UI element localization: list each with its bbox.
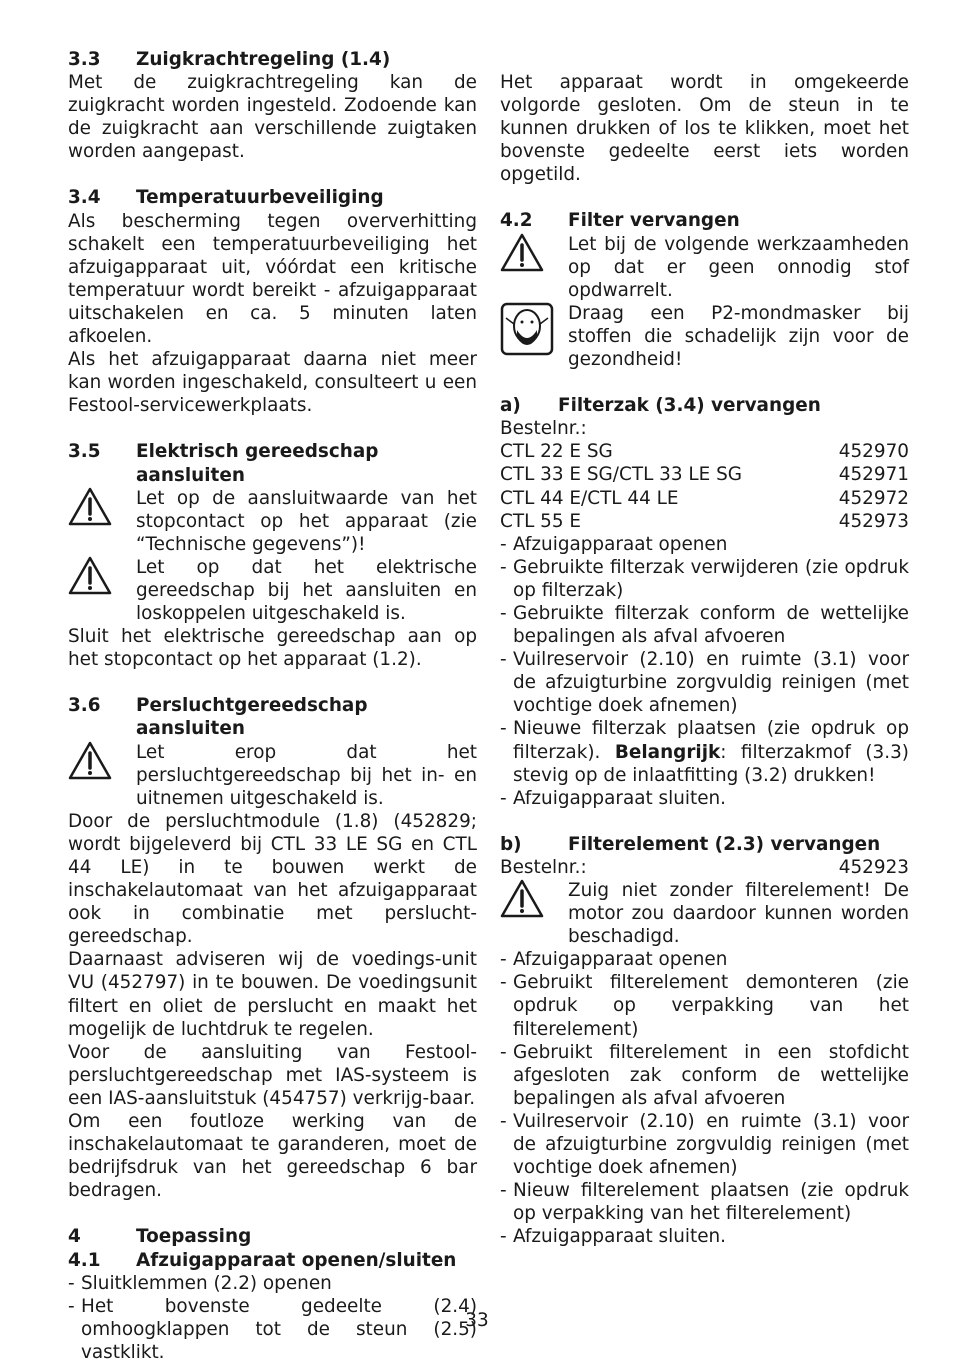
- page-number: 33: [465, 1310, 489, 1331]
- list-item: - Gebruikte filterzak verwijderen (zie opdruk op filterzak): [500, 556, 909, 601]
- warning-triangle-icon: [500, 233, 568, 279]
- list-item: - Vuilreservoir (2.10) en ruimte (3.1) voor de afzuigturbine zorgvuldig reinigen (met vochtige doek afnemen): [500, 649, 909, 717]
- heading-4-1: 4.1 Afzuigapparaat openen/sluiten: [68, 1249, 457, 1271]
- warning-triangle-icon: [500, 879, 568, 948]
- mask-note: Draag een P2-mondmasker bij stoffen die schadelijk zijn voor de gezondheid!: [500, 302, 909, 371]
- paragraph: Door de persluchtmodule (1.8) (452829; wordt bijgeleverd bij CTL 33 LE SG en CTL 44 LE) in te bouwen werkt de inschakelautomaat van het afzuigapparaat ook in combinatie met perslucht-gereedschap.: [68, 810, 477, 948]
- paragraph: Als bescherming tegen oververhitting schakelt een temperatuurbeveiliging het afzuigapparaat uit, vóórdat een kritische temperatuur wordt bereikt - afzuigapparaat uitschakelen en ca. 5 minuten laten afkoelen.: [68, 210, 477, 348]
- list-item: - Sluitklemmen (2.2) openen: [68, 1272, 332, 1294]
- warning-triangle-icon: [68, 741, 136, 787]
- heading-3-6: 3.6 Persluchtgereedschap aansluiten: [68, 695, 368, 740]
- heading-b: b) Filterelement (2.3) vervangen: [500, 833, 881, 855]
- warning-note: Let bij de volgende werkzaamheden op dat er geen onnodig stof opdwarrelt.: [500, 233, 909, 302]
- right-column: [500, 71, 909, 1249]
- heading-3-3: 3.3 Zuigkrachtregeling (1.4): [68, 49, 391, 70]
- heading-3-5: 3.5 Elektrisch gereedschap aansluiten: [68, 441, 379, 486]
- heading-a: a) Filterzak (3.4) vervangen: [500, 395, 821, 417]
- warning-triangle-icon: [68, 556, 136, 602]
- list-item: - Gebruikte filterzak conform de wettelijke bepalingen als afval afvoeren: [500, 602, 909, 648]
- order-label: Bestelnr.:: [500, 418, 587, 440]
- warning-triangle-icon: [68, 487, 136, 533]
- list-item: - Vuilreservoir (2.10) en ruimte (3.1) voor de afzuigturbine zorgvuldig reinigen (met vochtige doek afnemen): [500, 1110, 909, 1179]
- paragraph: Voor de aansluiting van Festool-persluchtgereedschap met IAS-systeem is een IAS-aansluitstuk (454757) verkrijg-baar.: [68, 1041, 477, 1109]
- warning-note: Zuig niet zonder filterelement! De motor zou daardoor kunnen worden beschadigd.: [500, 879, 909, 948]
- heading-4-2: 4.2 Filter vervangen: [500, 210, 740, 232]
- heading-4: 4 Toepassing: [68, 1226, 252, 1248]
- list-item: - Gebruikt filterelement demonteren (zie opdruk op verpakking van het filterelement): [500, 972, 909, 1040]
- list-item: - Nieuwe filterzak plaatsen (zie opdruk op filterzak). Belangrijk: filterzakmof (3.3) stevig op de inlaatfitting (3.2) drukken!: [500, 718, 909, 786]
- warning-note: Let erop dat het persluchtgereedschap bij het in- en uitnemen uitgeschakeld is.: [68, 741, 477, 810]
- order-row: CTL 55 E 452973: [500, 510, 909, 532]
- list-item: - Afzuigapparaat openen: [500, 949, 728, 971]
- paragraph: Het apparaat wordt in omgekeerde volgorde gesloten. Om de steun in te kunnen drukken of los te klikken, moet het bovenste gedeelte eerst iets worden opgetild.: [500, 72, 909, 186]
- list-item: - Afzuigapparaat sluiten.: [500, 787, 727, 809]
- list-item: - Afzuigapparaat sluiten.: [500, 1226, 727, 1248]
- list-item: - Nieuw filterelement plaatsen (zie opdruk op verpakking van het filterelement): [500, 1180, 909, 1225]
- list-item: - Gebruikt filterelement in een stofdicht afgesloten zak conform de wettelijke bepalingen als afval afvoeren: [500, 1041, 909, 1109]
- warning-note: Let op de aansluitwaarde van het stopcontact op het apparaat (zie “Technische gegevens”)!: [68, 487, 477, 556]
- respirator-mask-icon: [500, 302, 568, 371]
- list-item: - Het bovenste gedeelte (2.4) omhoogklappen tot de steun (2.5) vastklikt.: [68, 1295, 477, 1363]
- order-row: Bestelnr.: 452923: [500, 856, 909, 878]
- paragraph: Met de zuigkrachtregeling kan de zuigkracht worden ingesteld. Zodoende kan de zuigkracht aan verschillende zuigtaken worden aangepast.: [68, 72, 477, 163]
- order-row: CTL 22 E SG 452970: [500, 441, 909, 463]
- left-column: [68, 48, 477, 1364]
- paragraph: Sluit het elektrische gereedschap aan op het stopcontact op het apparaat (1.2).: [68, 626, 477, 671]
- heading-3-4: 3.4 Temperatuurbeveiliging: [68, 187, 384, 209]
- order-row: CTL 33 E SG/CTL 33 LE SG 452971: [500, 464, 909, 486]
- paragraph: Om een foutloze werking van de inschakelautomaat te garanderen, moet de bedrijfsdruk van het gereedschap 6 bar bedragen.: [68, 1111, 477, 1202]
- list-item: - Afzuigapparaat openen: [500, 533, 728, 555]
- warning-note: Let op dat het elektrische gereedschap bij het aansluiten en loskoppelen uitgeschakeld is.: [68, 556, 477, 625]
- paragraph: Daarnaast adviseren wij de voedings-unit VU (452797) in te bouwen. De voedingsunit filtert en oliet de perslucht en maakt het mogelijk de luchtdruk te regelen.: [68, 949, 477, 1040]
- paragraph: Als het afzuigapparaat daarna niet meer kan worden ingeschakeld, consulteert u een Festool-servicewerkplaats.: [68, 349, 477, 417]
- order-row: CTL 44 E/CTL 44 LE 452972: [500, 487, 909, 509]
